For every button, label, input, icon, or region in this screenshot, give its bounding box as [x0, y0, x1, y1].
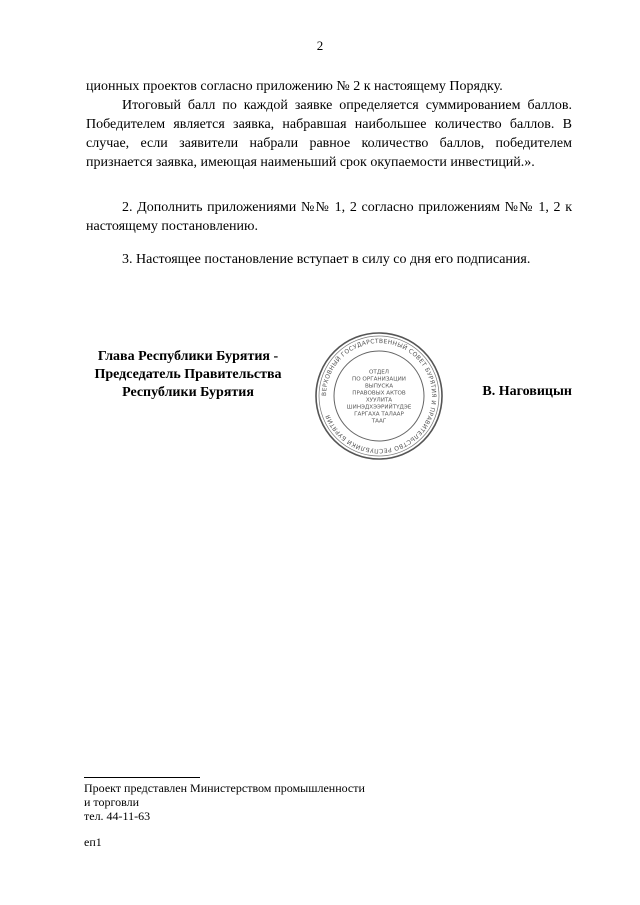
official-seal [313, 330, 445, 462]
seal-center-line: ШИНЭДХЭЭРИЙТҮДЭЕ [346, 404, 412, 411]
paragraph-item-3: 3. Настоящее постановление вступает в силу со дня его подписания. [122, 252, 531, 267]
signatory-title [70, 348, 306, 402]
footer-phone: тел. 44-11-63 [84, 809, 151, 823]
seal-center-line: ХУУЛИТА [365, 397, 393, 404]
paragraph-total-score: Итоговый балл по каждой заявке определяется суммированием баллов. Победителем является заявка, набравшая наибольшее количество баллов. В случае, если заявители набрали равное количество баллов, победителем признается заявка, имеющая наименьший срок окупаемости инвестиций.». [86, 98, 572, 170]
footer-divider [84, 777, 200, 778]
seal-center-line: ОТДЕЛ [369, 369, 389, 376]
footer-prepared-by: Проект представлен Министерством промышленности [84, 781, 365, 795]
signatory-title-line-1: Глава Республики Бурятия - [97, 349, 279, 364]
seal-ring-text: ВЕРХОВНЫЙ ГОСУДАРСТВЕННЫЙ СОВЕТ БУРЯТИЯ И ПРАВИТЕЛЬСТВО РЕСПУБЛИКИ БУРЯТИЯ [320, 337, 438, 455]
seal-center-line: ГАРГАХА ТАЛААР [354, 411, 404, 418]
signatory-name: В. Наговицын [482, 384, 572, 399]
seal-center-line: ПО ОРГАНИЗАЦИИ [352, 376, 406, 383]
footer-prepared-by-cont: и торговли [84, 795, 140, 809]
paragraph-continuation: ционных проектов согласно приложению № 2 к настоящему Порядку. [86, 79, 503, 94]
paragraph-item-2: 2. Дополнить приложениями №№ 1, 2 согласно приложениям №№ 1, 2 к настоящему постановлению. [86, 200, 572, 234]
seal-center-line: ТААГ [371, 418, 387, 425]
seal-center-line: ПРАВОВЫХ АКТОВ [352, 390, 406, 397]
signatory-title-line-2: Председатель Правительства [94, 367, 282, 382]
page-number: 2 [316, 38, 324, 53]
signatory-title-line-3: Республики Бурятия [122, 385, 254, 400]
footer-code: еп1 [84, 835, 102, 849]
seal-center-line: ВЫПУСКА [364, 383, 394, 390]
